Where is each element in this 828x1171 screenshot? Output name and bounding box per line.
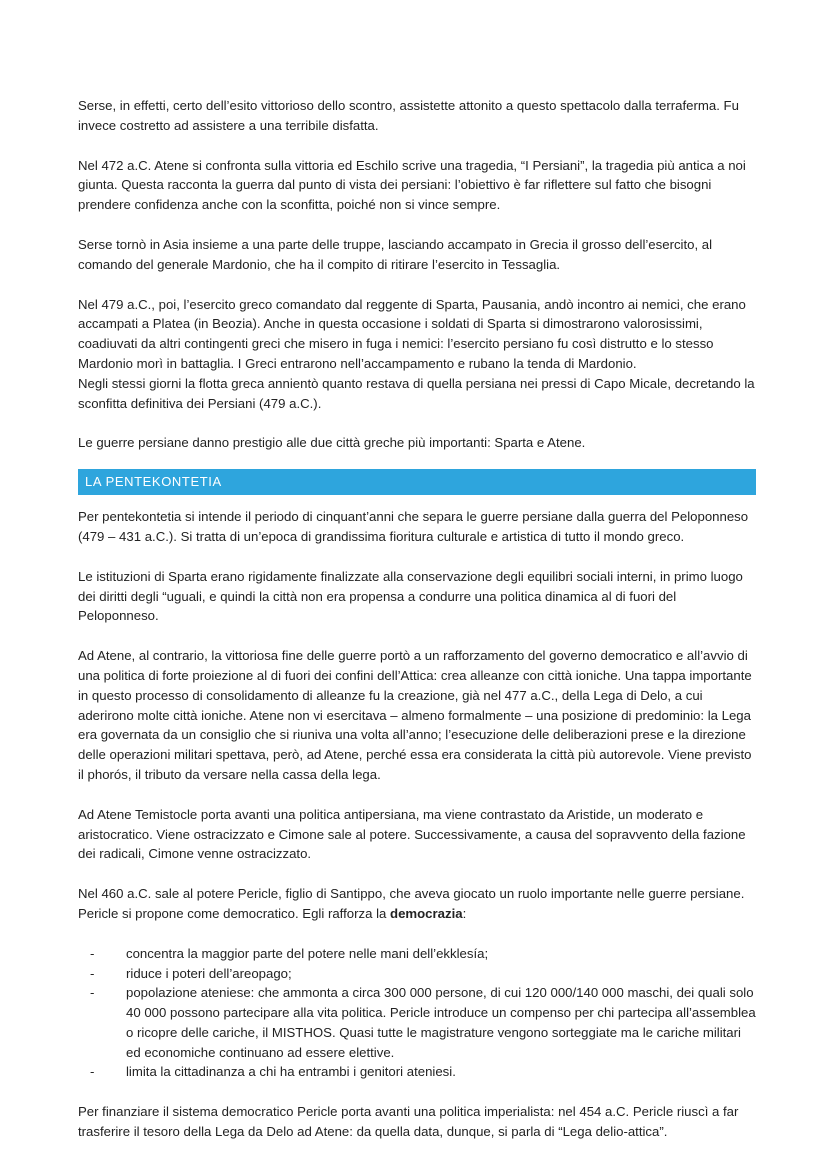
- paragraph-prestigio: Le guerre persiane danno prestigio alle due città greche più importanti: Sparta e Atene.: [78, 435, 586, 451]
- paragraph-serse-disfatta: Serse, in effetti, certo dell’esito vittorioso dello scontro, assistette attonito a questo spettacolo dalla terraferma. Fu invece costretto ad assistere a una terribile disfatta.: [78, 98, 739, 133]
- list-item: [78, 1062, 756, 1082]
- list-item-text: concentra la maggior parte del potere nelle mani dell’ekklesía;: [126, 945, 489, 961]
- document-page: [78, 96, 756, 1162]
- paragraph-capo-micale: Negli stessi giorni la flotta greca annientò quanto restava di quella persiana nei pressi di Capo Micale, decretando la sconfitta definitiva dei Persiani (479 a.C.).: [78, 375, 755, 411]
- paragraph-atene-lega-delo: Ad Atene, al contrario, la vittoriosa fine delle guerre portò a un rafforzamento del governo democratico e all’avvio di una politica di forte proiezione al di fuori dei confini dell’Attica: crea alleanze con città ioniche. Una tappa importante in questo processo di consolidamento di alleanze fu la creazione, già nel 477 a.C., della Lega di Delo, a cui aderirono molte città ioniche. Atene non vi esercitava – almeno formalmente – una posizione di predominio: la Lega era governata da un consiglio che si riuniva una volta all’anno; l’esecuzione delle deliberazioni prese e la direzione delle operazioni militari spettava, però, ad Atene, perché essa era considerata la città più autorevole. Viene previsto il phorós, il tributo da versare nella cassa della lega.: [78, 648, 752, 782]
- bullet-dash: -: [90, 985, 95, 1001]
- section-header-pentekontetia: [78, 469, 756, 495]
- bullet-dash: -: [90, 945, 95, 961]
- pericle-democrazia-bold: democrazia: [390, 905, 463, 921]
- paragraph-temistocle: Ad Atene Temistocle porta avanti una politica antipersiana, ma viene contrastato da Aristide, un moderato e aristocratico. Viene ostracizzato e Cimone sale al potere. Successivamente, a causa del sopravvento della fazione dei radicali, Cimone venne ostracizzato.: [78, 806, 746, 862]
- bullet-dash: -: [90, 965, 95, 981]
- paragraph-platea: Nel 479 a.C., poi, l’esercito greco comandato dal reggente di Sparta, Pausania, andò incontro ai nemici, che erano accampati a Platea (in Beozia). Anche in questa occasione i soldati di Sparta si dimostrarono valorosissimi, coadiuvati da altri contingenti greci che misero in fuga i nemici: l’esercito persiano fu così distrutto e lo stesso Mardonio morì in battaglia. I Greci entrarono nell’accampamento e rubano la tenda di Mardonio.: [78, 296, 746, 371]
- paragraph-serse-asia: Serse tornò in Asia insieme a una parte delle truppe, lasciando accampato in Grecia il grosso dell’esercito, al comando del generale Mardonio, che ha il compito di ritirare l’esercito in Tessaglia.: [78, 236, 713, 272]
- pericle-reforms-list: [78, 944, 756, 1083]
- list-item-text: riduce i poteri dell’areopago;: [126, 965, 292, 981]
- section-title: LA PENTEKONTETIA: [85, 474, 222, 490]
- bullet-dash: -: [90, 1064, 95, 1080]
- list-item: [78, 983, 756, 1062]
- paragraph-pentekontetia-definition: Per pentekontetia si intende il periodo di cinquant’anni che separa le guerre persiane dalla guerra del Peloponneso (479 – 431 a.C.). Si tratta di un’epoca di grandissima fioritura culturale e artistica di tutto il mondo greco.: [78, 509, 749, 544]
- paragraph-i-persiani: Nel 472 a.C. Atene si confronta sulla vittoria ed Eschilo scrive una tragedia, “I Persiani”, la tragedia più antica a noi giunta. Questa racconta la guerra dal punto di vista dei persiani: l’obiettivo è far riflettere sul fatto che bisogni prendere confidenza anche con la sconfitta, poiché non si vince sempre.: [78, 157, 746, 213]
- paragraph-sparta-istituzioni: Le istituzioni di Sparta erano rigidamente finalizzate alla conservazione degli equilibri sociali interni, in primo luogo dei diritti degli “uguali, e quindi la città non era propensa a condurre una politica dinamica al di fuori del Peloponneso.: [78, 568, 743, 624]
- list-item: [78, 964, 756, 984]
- paragraph-pericle: [78, 884, 756, 924]
- pericle-colon: :: [462, 905, 467, 921]
- list-item-text: popolazione ateniese: che ammonta a circa 300 000 persone, di cui 120 000/140 000 maschi, dei quali solo 40 000 possono partecipare alla vita politica. Pericle introduce un compenso per chi partecipa all’assemblea o ricopre delle cariche, il MISTHOS. Quasi tutte le magistrature vengono sorteggiate ma le cariche militari ed economiche continuano ad essere elettive.: [126, 985, 756, 1060]
- pericle-intro: Nel 460 a.C. sale al potere Pericle, figlio di Santippo, che aveva giocato un ruolo importante nelle guerre persiane. Pericle si propone come democratico. Egli rafforza la: [78, 886, 745, 921]
- list-item: [78, 944, 756, 964]
- list-item-text: limita la cittadinanza a chi ha entrambi i genitori ateniesi.: [126, 1064, 456, 1080]
- paragraph-lega-delio-attica: Per finanziare il sistema democratico Pericle porta avanti una politica imperialista: nel 454 a.C. Pericle riuscì a far trasferire il tesoro della Lega da Delo ad Atene: da quella data, dunque, si parla di “Lega delio-attica”.: [78, 1104, 739, 1140]
